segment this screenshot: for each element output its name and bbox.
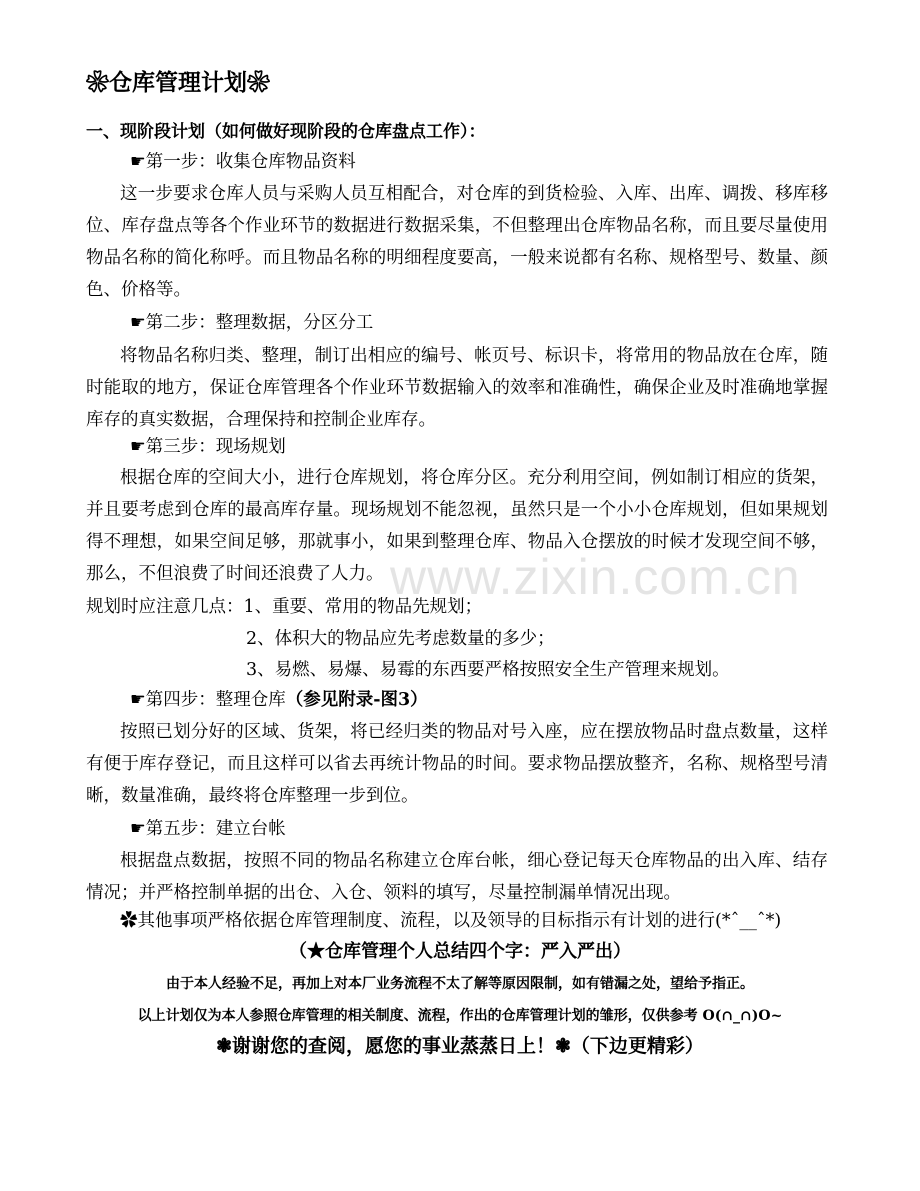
note-3: 3、易燃、易爆、易霉的东西要严格按照安全生产管理来规划。 [246, 660, 730, 680]
section-heading: 一、现阶段计划（如何做好现阶段的仓库盘点工作）： [86, 122, 486, 142]
step4-label: ☛第四步：整理仓库 [130, 690, 286, 710]
step5-label: ☛第五步：建立台帐 [130, 819, 286, 839]
thanks-line: ❃谢谢您的查阅，愿您的事业蒸蒸日上！❃（下边更精彩） [216, 1035, 704, 1057]
step1-label: ☛第一步：收集仓库物品资料 [130, 152, 356, 172]
step5-paragraph: 根据盘点数据，按照不同的物品名称建立仓库台帐，细心登记每天仓库物品的出入库、结存情况；并严格控制单据的出仓、入仓、领料的填写，尽量控制漏单情况出现。 [86, 851, 828, 903]
notes-intro: 规划时应注意几点： [86, 597, 244, 617]
disclaimer-2: 以上计划仅为本人参照仓库管理的相关制度、流程，作出的仓库管理计划的雏形，仅供参考 O(∩_∩)O~ [137, 1008, 783, 1024]
note-1: 1、重要、常用的物品先规划； [243, 597, 483, 617]
step2-paragraph: 将物品名称归类、整理，制订出相应的编号、帐页号、标识卡，将常用的物品放在仓库，随时能取的地方，保证仓库管理各个作业环节数据输入的效率和准确性，确保企业及时准确地掌握库存的真实数据，合理保持和控制企业库存。 [86, 346, 828, 430]
step4-appendix-ref: （参见附录-图3） [285, 690, 428, 710]
notes-intro-row [86, 596, 482, 618]
step2-label: ☛第二步：整理数据，分区分工 [130, 313, 374, 333]
disclaimer-1: 由于本人经验不足，再加上对本厂业务流程不太了解等原因限制，如有错漏之处，望给予指正。 [166, 976, 754, 992]
step1-paragraph: 这一步要求仓库人员与采购人员互相配合，对仓库的到货检验、入库、出库、调拨、移库移位、库存盘点等各个作业环节的数据进行数据采集，不但整理出仓库物品名称，而且要尽量使用物品名称的简化称呼。而且物品名称的明细程度要高，一般来说都有名称、规格型号、数量、颜色、价格等。 [86, 184, 828, 300]
note-2: 2、体积大的物品应先考虑数量的多少； [246, 629, 555, 649]
step4-label-row [130, 689, 428, 711]
step4-paragraph: 按照已划分好的区域、货架，将已经归类的物品对号入座，应在摆放物品时盘点数量，这样有便于库存登记，而且这样可以省去再统计物品的时间。要求物品摆放整齐，名称、规格型号清晰，数量准确，最终将仓库整理一步到位。 [86, 722, 828, 806]
summary: （★仓库管理个人总结四个字：严入严出） [289, 941, 631, 962]
page-title: ❀仓库管理计划❀ [86, 69, 270, 96]
step3-label: ☛第三步：现场规划 [130, 437, 286, 457]
step3-paragraph: 根据仓库的空间大小，进行仓库规划，将仓库分区。充分利用空间，例如制订相应的货架，并且要考虑到仓库的最高库存量。现场规划不能忽视，虽然只是一个小小仓库规划，但如果规划得不理想，如果空间足够，那就事小，如果到整理仓库、物品入仓摆放的时候才发现空间不够，那么，不但浪费了时间还浪费了人力。 [86, 468, 828, 584]
other-items: ✿其他事项严格依据仓库管理制度、流程，以及领导的目标指示有计划的进行(*ˆ__ˆ*) [120, 911, 782, 931]
watermark: www.zixin.com.cn [390, 549, 801, 605]
